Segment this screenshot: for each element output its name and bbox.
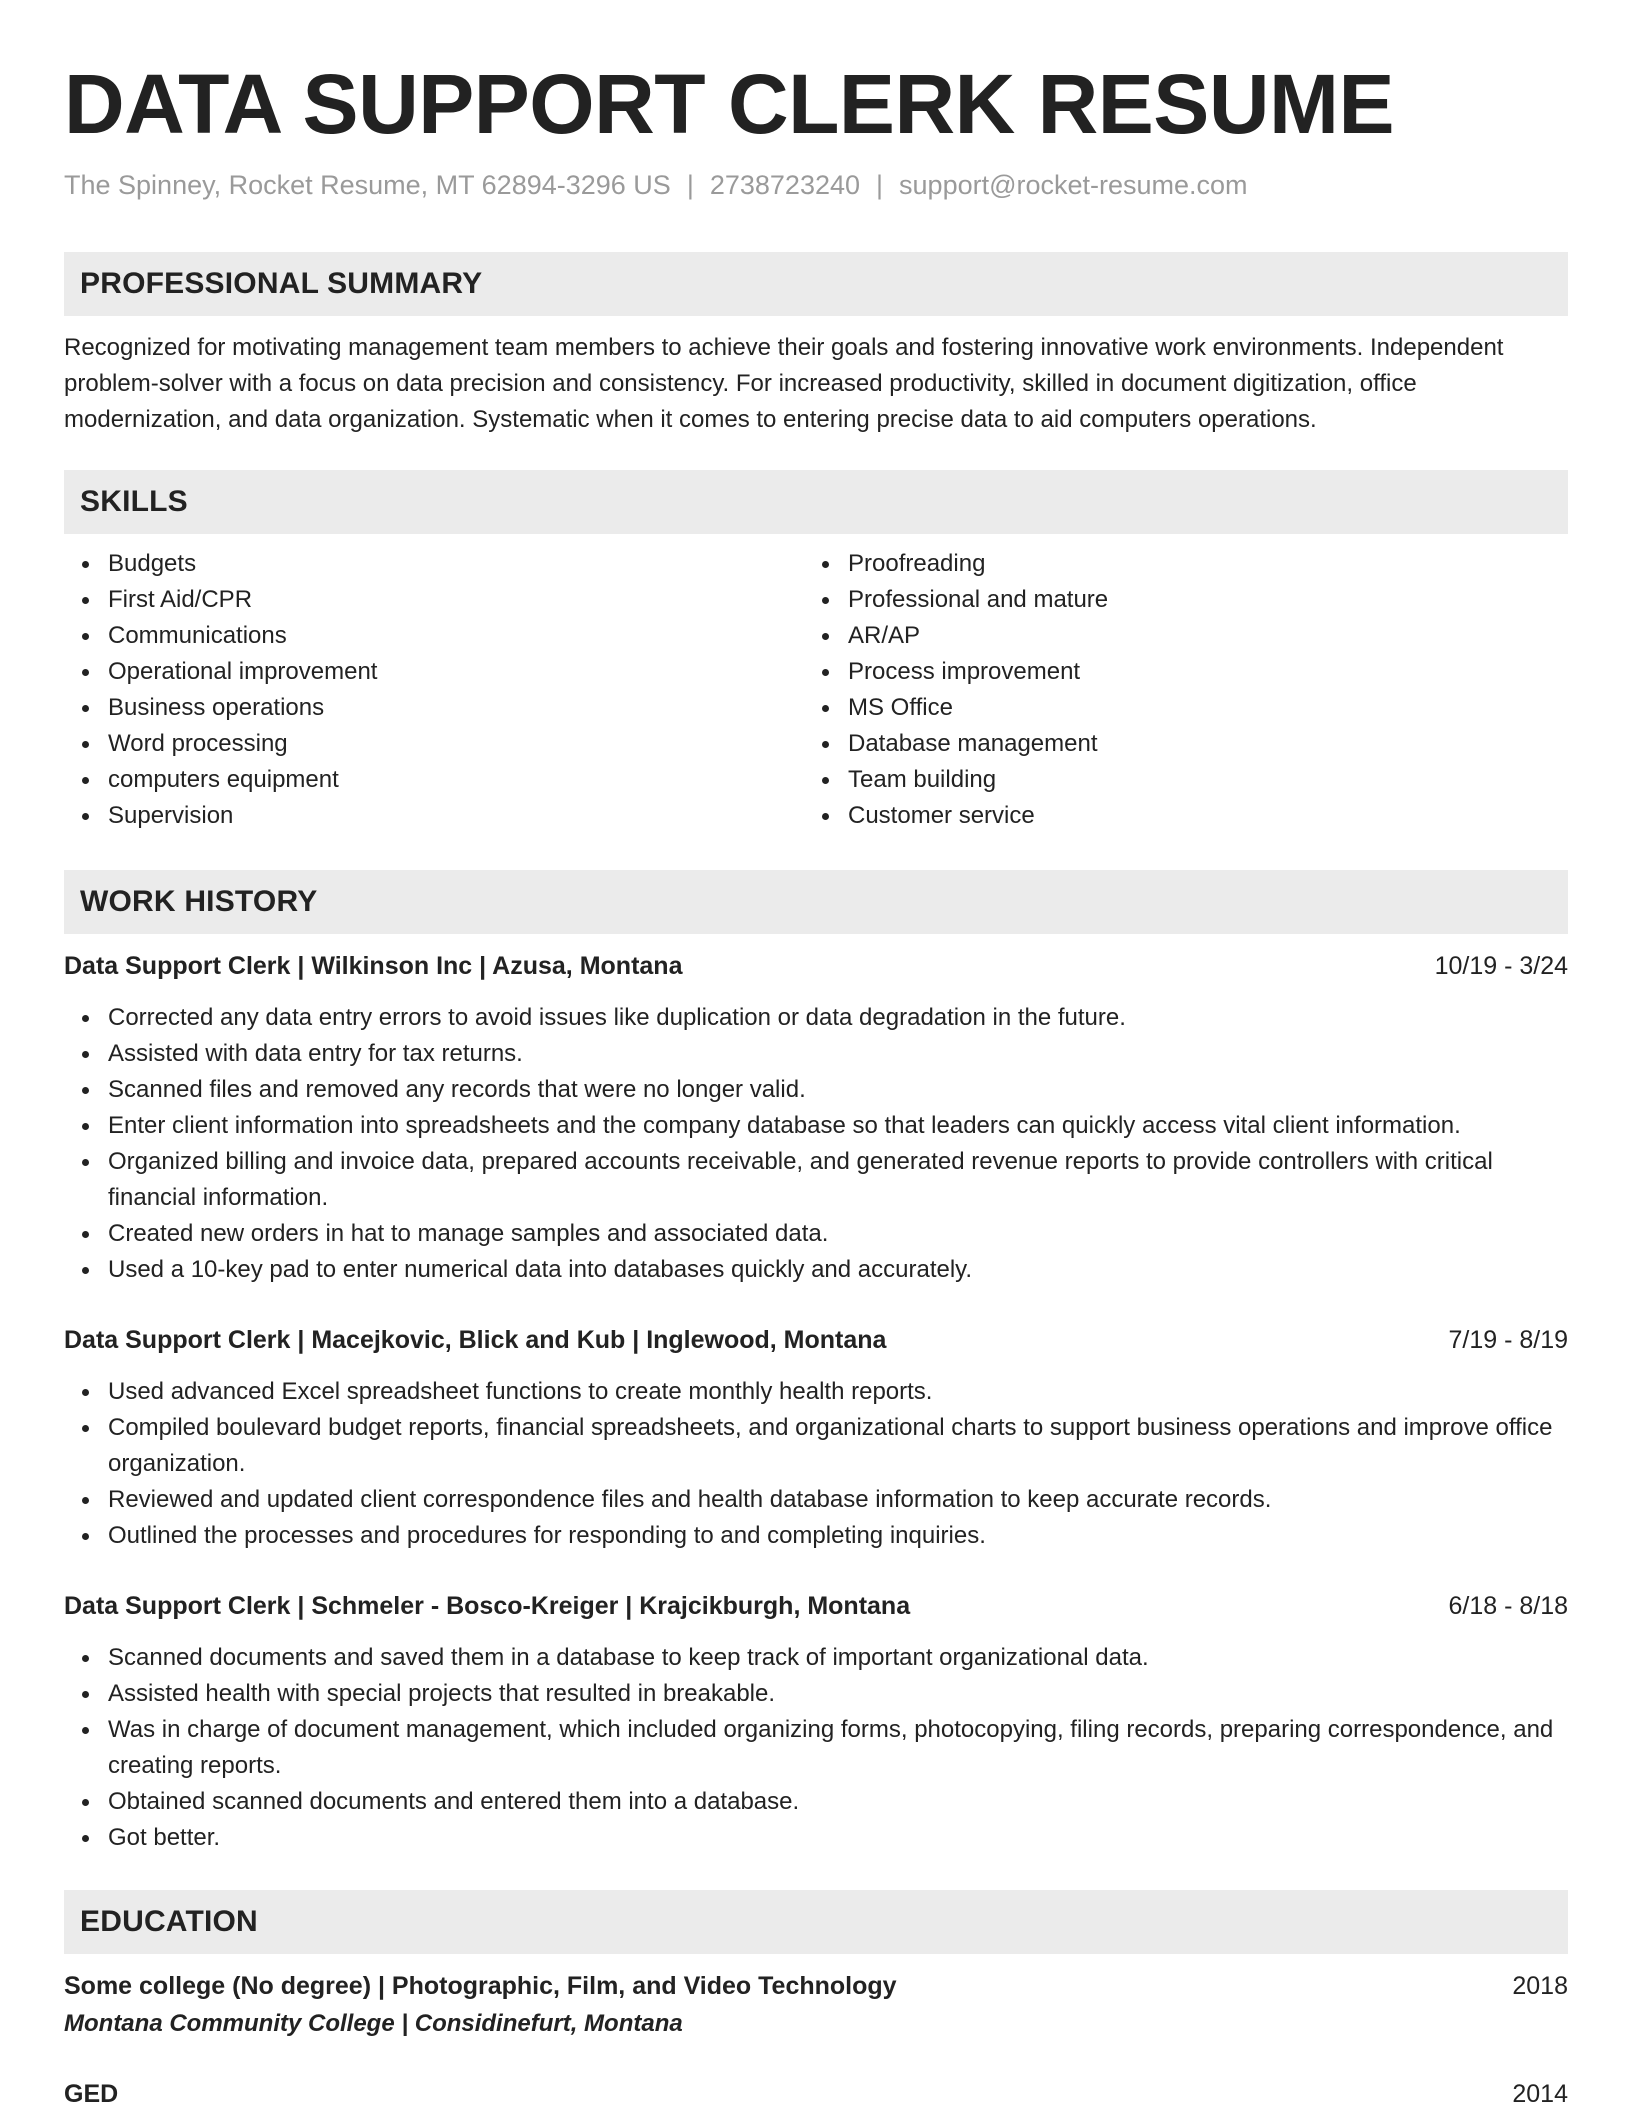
contact-email[interactable]: support@rocket-resume.com	[899, 170, 1248, 200]
skill-item: Professional and mature	[848, 582, 1544, 618]
skill-item: computers equipment	[108, 762, 804, 798]
job-dates: 7/19 - 8/19	[1448, 1326, 1568, 1354]
resume-page	[64, 56, 1568, 2112]
job-bullet: Created new orders in hat to manage samples and associated data.	[108, 1216, 1568, 1252]
contact-phone: 2738723240	[709, 170, 861, 200]
job-header	[64, 1322, 1568, 1358]
job-entry	[64, 1322, 1568, 1554]
education-year: 2018	[1512, 1972, 1568, 2000]
skill-item: AR/AP	[848, 618, 1544, 654]
contact-separator: |	[876, 170, 884, 200]
education-school: Montana Community College | Considinefurt, Montana	[64, 2010, 683, 2037]
job-bullet: Was in charge of document management, which included organizing forms, photocopying, filing records, preparing correspondence, and creating reports.	[108, 1712, 1568, 1784]
skill-item: Proofreading	[848, 546, 1544, 582]
skill-item: Database management	[848, 726, 1544, 762]
job-entry	[64, 948, 1568, 1288]
job-bullet: Corrected any data entry errors to avoid issues like duplication or data degradation in the future.	[108, 1000, 1568, 1036]
education-heading: EDUCATION	[80, 1905, 258, 1938]
job-dates: 6/18 - 8/18	[1448, 1592, 1568, 1620]
skills-section-header	[64, 470, 1568, 534]
education-degree: Some college (No degree) | Photographic, Film, and Video Technology	[64, 1972, 897, 2000]
education-entry	[64, 2076, 1568, 2112]
contact-separator: |	[686, 170, 694, 200]
education-header	[64, 1968, 1568, 2004]
work-section-header	[64, 870, 1568, 934]
skills-list	[64, 546, 1568, 834]
education-section-header	[64, 1890, 1568, 1954]
job-bullets	[64, 1640, 1568, 1856]
job-bullets	[64, 1000, 1568, 1288]
skill-item: Supervision	[108, 798, 804, 834]
job-bullet: Organized billing and invoice data, prepared accounts receivable, and generated revenue reports to provide controllers with critical financial information.	[108, 1144, 1568, 1216]
education-degree: GED	[64, 2080, 119, 2108]
job-bullet: Scanned files and removed any records that were no longer valid.	[108, 1072, 1568, 1108]
job-dates: 10/19 - 3/24	[1434, 952, 1568, 980]
job-bullet: Used advanced Excel spreadsheet functions to create monthly health reports.	[108, 1374, 1568, 1410]
job-bullet: Assisted health with special projects that resulted in breakable.	[108, 1676, 1568, 1712]
skill-item: First Aid/CPR	[108, 582, 804, 618]
education-header	[64, 2076, 1568, 2112]
skill-item: Communications	[108, 618, 804, 654]
job-title: Data Support Clerk | Macejkovic, Blick and Kub | Inglewood, Montana	[64, 1326, 887, 1354]
job-entry	[64, 1588, 1568, 1856]
resume-title: DATA SUPPORT CLERK RESUME	[64, 57, 1394, 151]
skills-column-right	[804, 546, 1544, 834]
job-bullet: Enter client information into spreadsheets and the company database so that leaders can quickly access vital client information.	[108, 1108, 1568, 1144]
job-bullet: Compiled boulevard budget reports, financial spreadsheets, and organizational charts to support business operations and improve office organization.	[108, 1410, 1568, 1482]
contact-line	[64, 168, 1568, 202]
education-year: 2014	[1512, 2080, 1568, 2108]
job-header	[64, 948, 1568, 984]
skill-item: MS Office	[848, 690, 1544, 726]
skill-item: Budgets	[108, 546, 804, 582]
summary-text: Recognized for motivating management team members to achieve their goals and fostering innovative work environments. Independent problem-solver with a focus on data precision and consistency. For increased productivity, skilled in document digitization, office modernization, and data organization. Systematic when it comes to entering precise data to aid computers operations.	[64, 334, 1504, 433]
job-bullet: Assisted with data entry for tax returns.	[108, 1036, 1568, 1072]
skill-item: Process improvement	[848, 654, 1544, 690]
skills-heading: SKILLS	[80, 485, 188, 518]
education-entry	[64, 1968, 1568, 2042]
skill-item: Operational improvement	[108, 654, 804, 690]
contact-address: The Spinney, Rocket Resume, MT 62894-3296 US	[64, 170, 671, 200]
job-bullet: Got better.	[108, 1820, 1568, 1856]
job-bullet: Reviewed and updated client correspondence files and health database information to keep accurate records.	[108, 1482, 1568, 1518]
job-bullet: Scanned documents and saved them in a database to keep track of important organizational data.	[108, 1640, 1568, 1676]
job-bullet: Outlined the processes and procedures for responding to and completing inquiries.	[108, 1518, 1568, 1554]
job-title: Data Support Clerk | Schmeler - Bosco-Kreiger | Krajcikburgh, Montana	[64, 1592, 911, 1620]
skill-item: Business operations	[108, 690, 804, 726]
summary-section-header	[64, 252, 1568, 316]
skill-item: Word processing	[108, 726, 804, 762]
job-title: Data Support Clerk | Wilkinson Inc | Azusa, Montana	[64, 952, 683, 980]
skills-column-left	[64, 546, 804, 834]
skill-item: Customer service	[848, 798, 1544, 834]
job-header	[64, 1588, 1568, 1624]
skill-item: Team building	[848, 762, 1544, 798]
job-bullet: Used a 10-key pad to enter numerical data into databases quickly and accurately.	[108, 1252, 1568, 1288]
job-bullet: Obtained scanned documents and entered them into a database.	[108, 1784, 1568, 1820]
work-heading: WORK HISTORY	[80, 885, 318, 918]
summary-heading: PROFESSIONAL SUMMARY	[80, 267, 483, 300]
job-bullets	[64, 1374, 1568, 1554]
